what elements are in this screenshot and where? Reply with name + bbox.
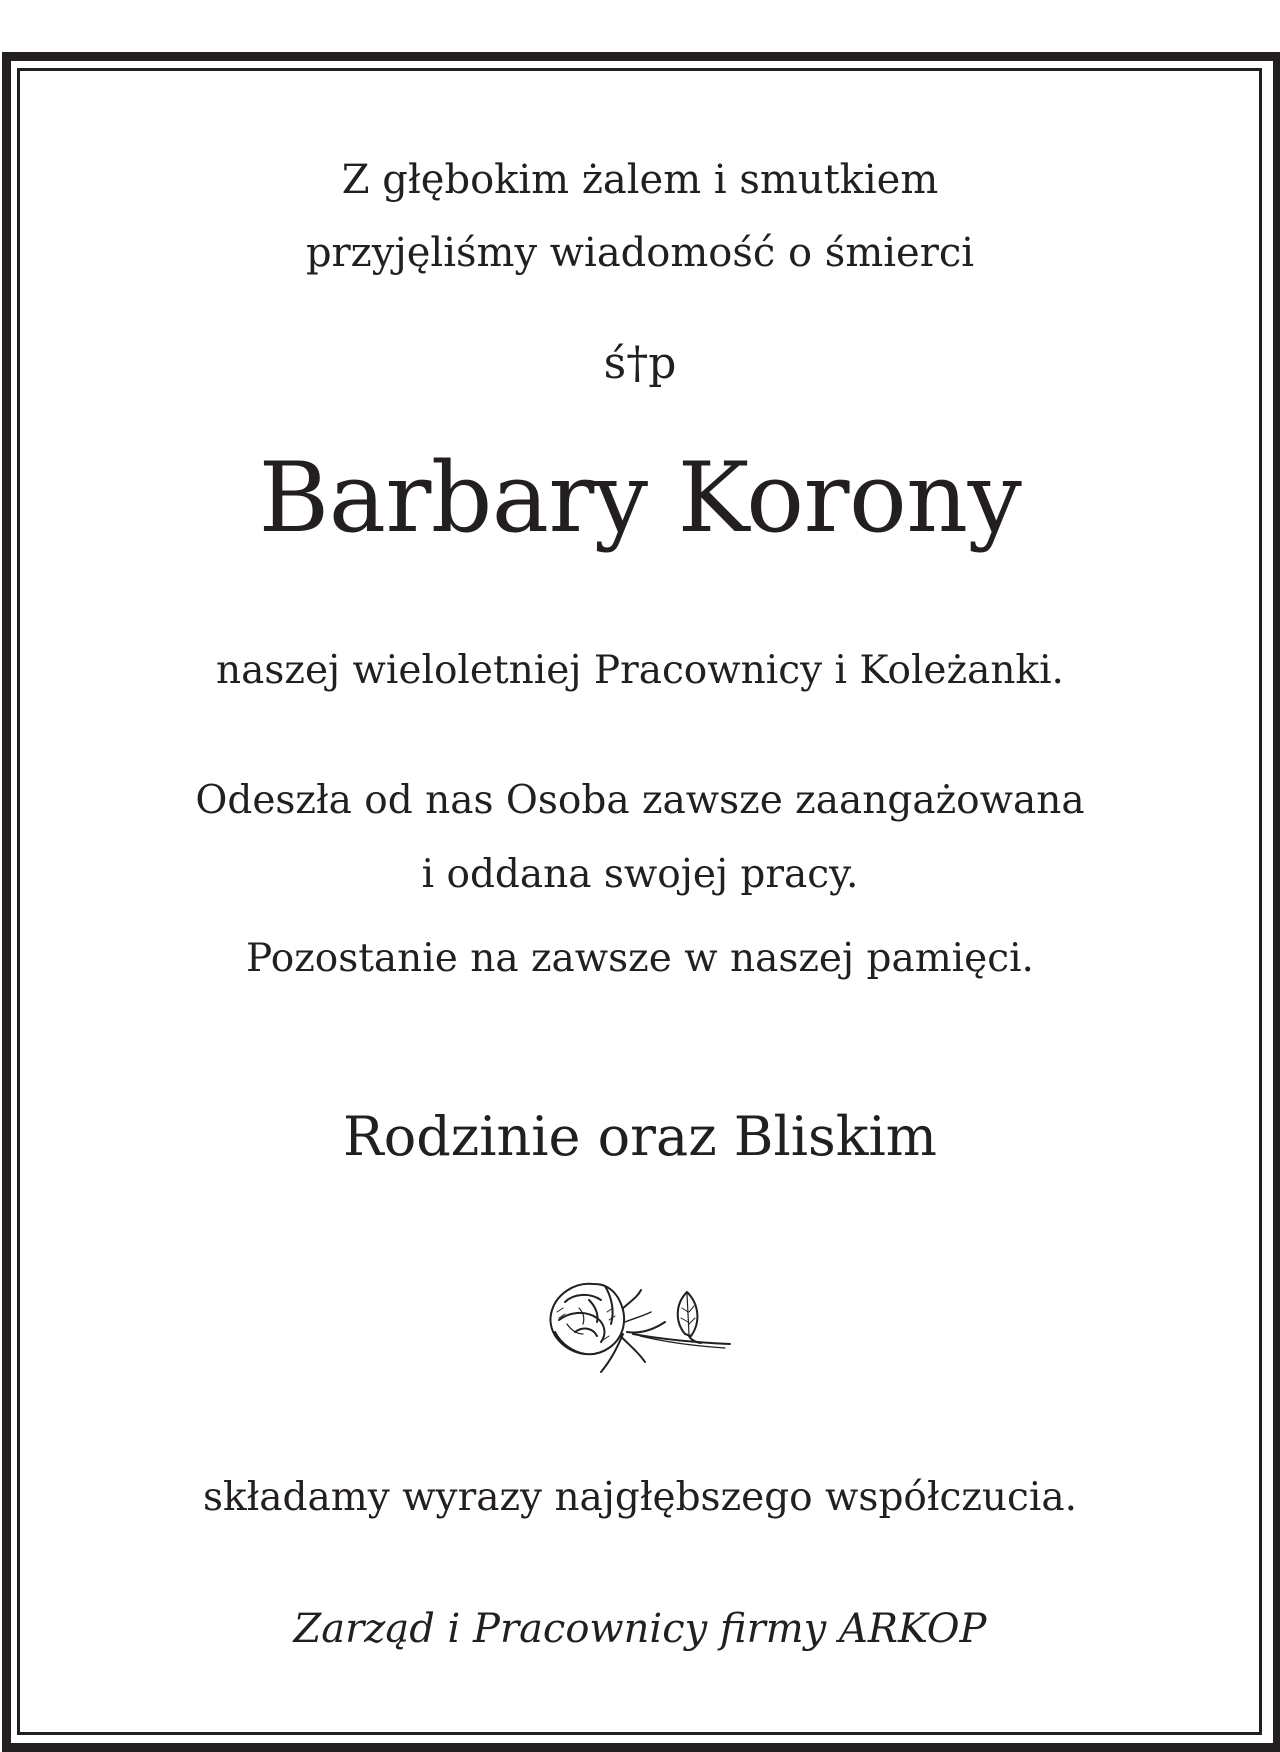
addressee-line: Rodzinie oraz Bliskim <box>343 1105 937 1168</box>
tribute-line-1: Odeszła od nas Osoba zawsze zaangażowana <box>195 778 1085 823</box>
rose-icon <box>545 1272 735 1382</box>
relation-line: naszej wieloletniej Pracownicy i Koleżanki. <box>216 648 1064 693</box>
condolence-line: składamy wyrazy najgłębszego współczucia. <box>202 1475 1077 1520</box>
intro-line-2: przyjęliśmy wiadomość o śmierci <box>305 230 975 276</box>
honorific-stp: ś†p <box>603 338 677 389</box>
tribute-line-2: i oddana swojej pracy. <box>421 852 859 897</box>
intro-line-1: Z głębokim żalem i smutkiem <box>341 157 939 203</box>
deceased-name: Barbary Korony <box>258 442 1022 554</box>
signature-line: Zarząd i Pracownicy firmy ARKOP <box>293 1606 987 1652</box>
tribute-line-3: Pozostanie na zawsze w naszej pamięci. <box>246 936 1034 981</box>
